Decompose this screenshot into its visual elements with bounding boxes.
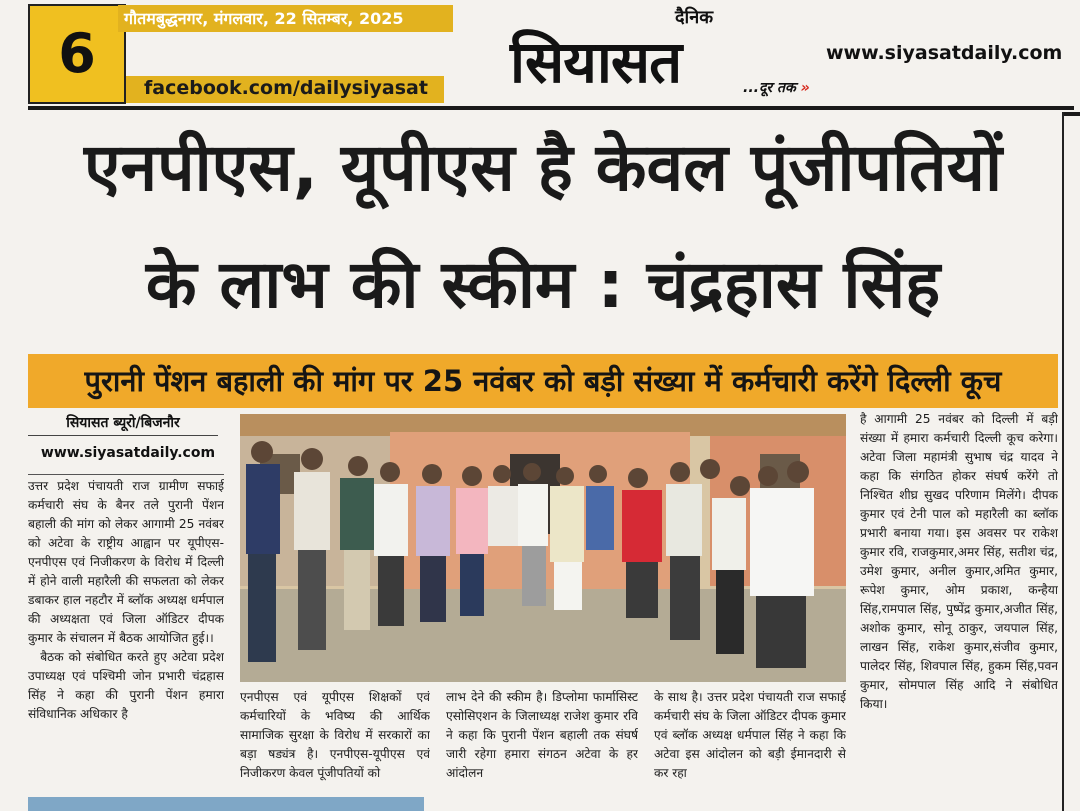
page-number-box xyxy=(28,4,126,104)
subheadline: पुरानी पेंशन बहाली की मांग पर 25 नवंबर को बड़ी संख्या में कर्मचारी करेंगे दिल्ली कूच xyxy=(84,364,1002,398)
logo-prefix: दैनिक xyxy=(675,7,714,28)
date-location: गौतमबुद्धनगर, मंगलवार, 22 सितम्बर, 2025 xyxy=(124,9,404,28)
chevron-right-icon: » xyxy=(800,80,810,96)
newspaper-logo xyxy=(505,2,835,102)
byline: सियासत ब्यूरो/बिजनौर xyxy=(28,410,218,436)
paragraph: बैठक को संबोधित करते हुए अटेवा प्रदेश उपाध्यक्ष एवं पश्चिमी जोन प्रभारी चंद्रहास सिंह ने कहा की पुरानी पेंशन हमारा संविधानिक अधिकार है xyxy=(28,650,224,721)
headline-line-1: एनपीएस, यूपीएस है केवल पूंजीपतियों xyxy=(83,129,1003,206)
subheadline-bar xyxy=(28,354,1058,408)
byline-website: www.siyasatdaily.com xyxy=(40,445,216,461)
logo-name: सियासत xyxy=(510,28,682,96)
website-url[interactable]: www.siyasatdaily.com xyxy=(826,42,1063,64)
article-column-3: लाभ देने की स्कीम है। डिप्लोमा फार्मासिस्ट एसोसिएशन के जिलाध्यक्ष राजेश कुमार रवि ने कहा कि पुरानी पेंशन बहाली तक संघर्ष जारी रहेगा हमारा संगठन अटेवा के हर आंदोलन xyxy=(446,690,638,780)
facebook-bar xyxy=(126,76,444,103)
headline-line-2: के लाभ की स्कीम : चंद्रहास सिंह xyxy=(145,246,941,323)
facebook-link[interactable]: facebook.com/dailysiyasat xyxy=(144,77,428,99)
adjacent-page-rule xyxy=(1064,112,1080,116)
article-column-1 xyxy=(28,474,224,806)
next-article-headline-cutoff xyxy=(560,792,1060,811)
adjacent-page-edge xyxy=(1062,112,1080,811)
article-column-2: एनपीएस एवं यूपीएस शिक्षकों एवं कर्मचारियों के भविष्य की आर्थिक सामाजिक सुरक्षा के विरोध में सरकारों का बड़ा षड्यंत्र है। एनपीएस-यूपीएस एवं निजीकरण केवल पूंजीपतियों को xyxy=(240,690,430,780)
page-number: 6 xyxy=(58,22,96,85)
paragraph: उत्तर प्रदेश पंचायती राज ग्रामीण सफाई कर्मचारी संघ के बैनर तले पुरानी पेंशन बहाली की मांग को लेकर आगामी 25 नवंबर को अटेवा के राष्ट्रीय आह्वान पर यूपीएस-एनपीएस एवं निजीकरण के विरोध में दिल्ली में होने वाली महारैली की सफलता को लेकर डबाकर हाल नहटौर में ब्लॉक अध्यक्ष धर्मपाल की अध्यक्षता एवं जिला ऑडिटर दीपक कुमार के संचालन में बैठक आयोजित हुई।। xyxy=(28,479,224,645)
logo-tagline: ...दूर तक » xyxy=(743,80,810,96)
date-location-bar xyxy=(118,5,453,32)
masthead-divider xyxy=(28,106,1074,110)
group-photo xyxy=(240,414,846,682)
article-column-5: है आगामी 25 नवंबर को दिल्ली में बड़ी संख्या में हमारा कर्मचारी दिल्ली कूच करेगा। अटेवा जिला महामंत्री सुभाष चंद्र यादव ने कहा कि संगठित होकर संघर्ष करेंगे तो निश्चित शीघ्र सुखद परिणाम मिलेंगे। दीपक कुमार एवं टेनी पाल को महारैली का ब्लॉक प्रभारी बनाया गया। इस अवसर पर राकेश कुमार रवि, राजकुमार,अमर सिंह, सतीश चंद्र, उमेश कुमार, अनील कुमार,अमित कुमार, रूपेश कुमार, ओम प्रकाश, कन्हैया सिंह,रामपाल सिंह, पुष्पेंद्र कुमार,अजीत सिंह, अशोक कुमार, सोनू ठाकुर, जयपाल सिंह, लाखन सिंह, राकेश कुमार,संजीव कुमार, पालेदर सिंह, शिवपाल सिंह, हुकम सिंह,पवन कुमार, सोमपाल सिंह आदि ने संबोधित किया। xyxy=(860,412,1058,711)
next-article-bar xyxy=(28,797,424,811)
article-column-4: के साथ है। उत्तर प्रदेश पंचायती राज सफाई कर्मचारी संघ के जिला ऑडिटर दीपक कुमार एवं ब्लॉक अध्यक्ष धर्मपाल सिंह ने कहा कि अटेवा इस आंदोलन को बड़ी ईमानदारी से कर रहा xyxy=(654,690,846,780)
